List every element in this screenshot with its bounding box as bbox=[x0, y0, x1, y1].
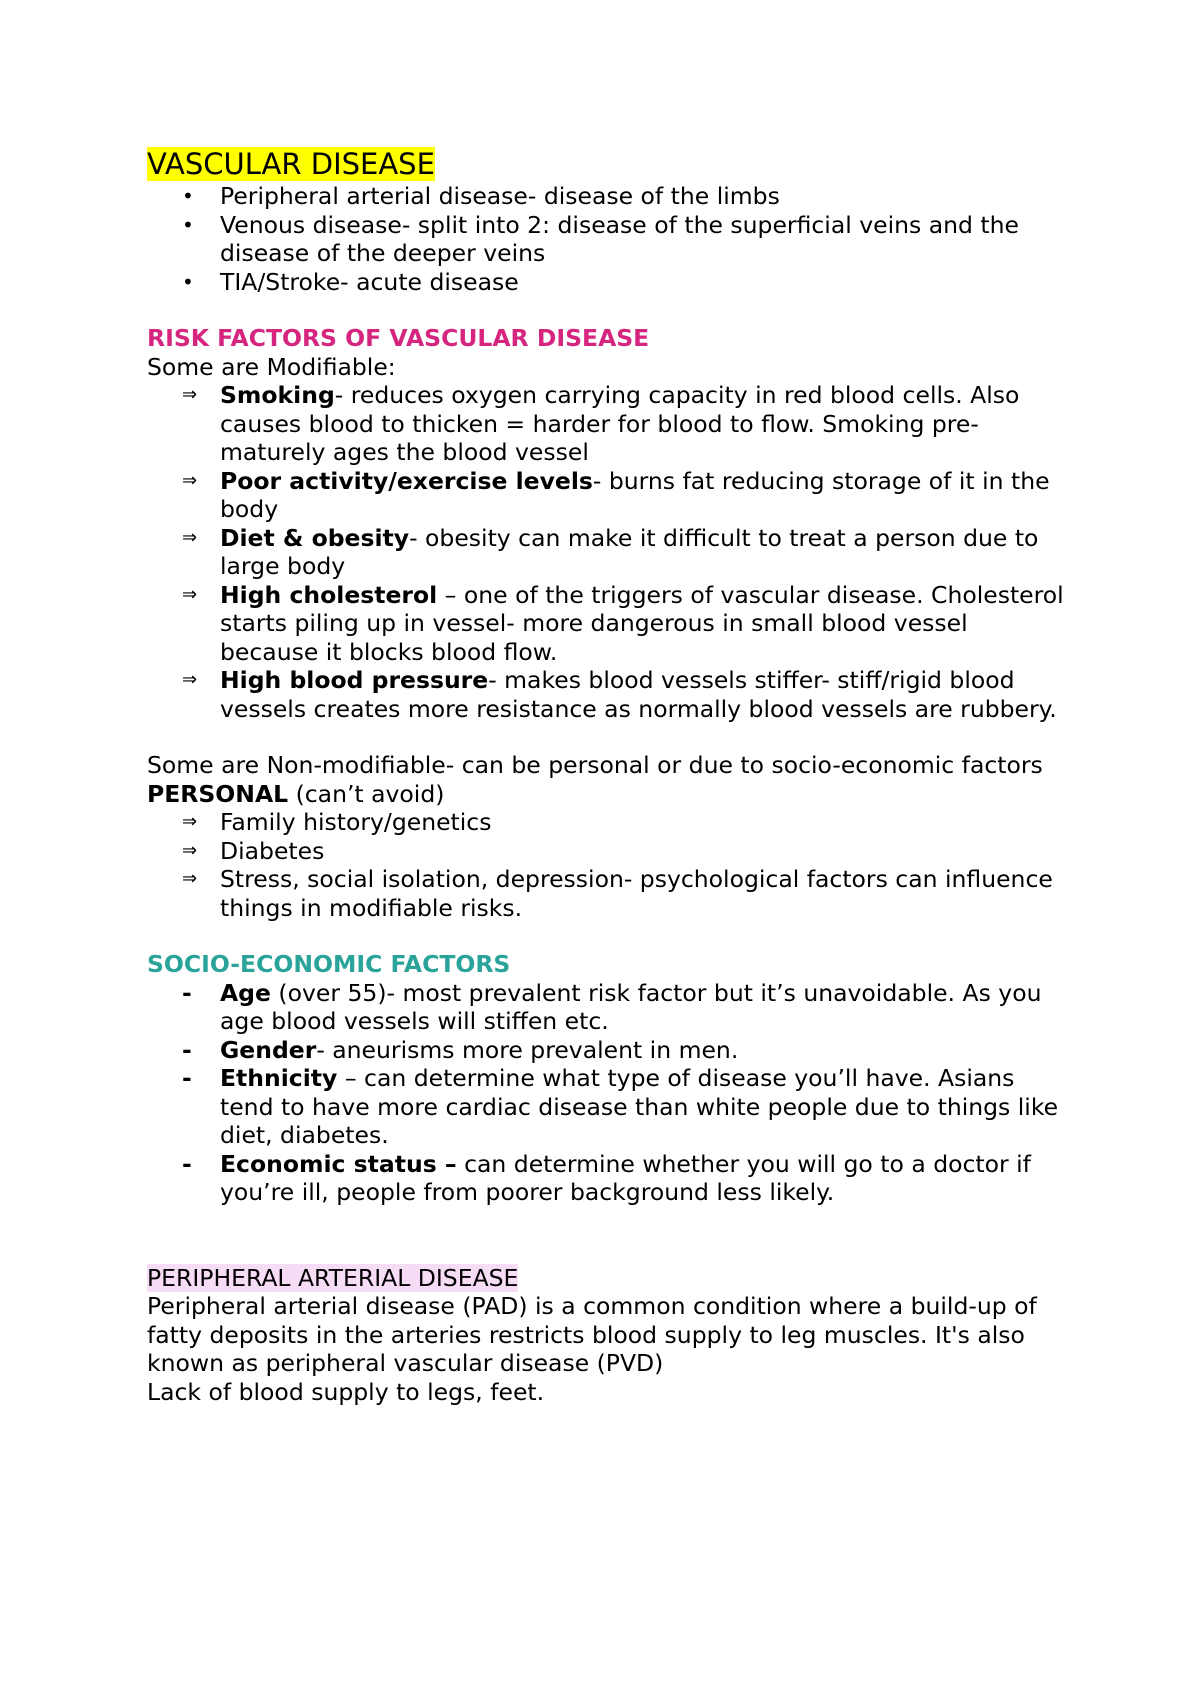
item-text: TIA/Stroke- acute disease bbox=[220, 267, 519, 296]
item-term: High blood pressure bbox=[220, 666, 489, 694]
spacer bbox=[147, 296, 1072, 324]
item-text: Diabetes bbox=[220, 836, 325, 865]
item-term: Diet & obesity bbox=[220, 523, 410, 552]
arrow-marker: ⇒ bbox=[182, 839, 198, 861]
pad-line: Lack of blood supply to legs, feet. bbox=[147, 1377, 545, 1406]
arrow-marker: ⇒ bbox=[182, 868, 198, 889]
spacer bbox=[147, 922, 1072, 950]
personal-heading bbox=[147, 780, 1072, 809]
socio-economic-heading: SOCIO-ECONOMIC FACTORS bbox=[147, 950, 511, 978]
pad-heading bbox=[147, 1264, 1072, 1293]
item-term: Age bbox=[220, 978, 271, 1007]
item-term: Ethnicity bbox=[220, 1064, 338, 1092]
spacer bbox=[147, 1207, 1072, 1264]
list-item bbox=[147, 268, 1072, 297]
item-text: Stress, social isolation, depression- psychological factors can influence things in modifiable risks. bbox=[220, 865, 1053, 922]
personal-label: PERSONAL bbox=[147, 779, 289, 808]
item-text: - reduces oxygen carrying capacity in red blood cells. Also causes blood to thicken = harder for blood to flow. Smoking pre-maturely ages the blood vessel bbox=[220, 381, 1020, 466]
arrow-marker: ⇒ bbox=[182, 669, 198, 690]
list-item bbox=[147, 1150, 1072, 1207]
item-text: can determine whether you will go to a doctor if you’re ill, people from poorer background less likely. bbox=[220, 1149, 1031, 1206]
list-item bbox=[147, 979, 1072, 1036]
item-text: Venous disease- split into 2: disease of the superficial veins and the disease of the deeper veins bbox=[220, 210, 1019, 267]
arrow-marker: ⇒ bbox=[182, 583, 198, 605]
item-text: – can determine what type of disease you’ll have. Asians tend to have more cardiac disease than white people due to things like diet, diabetes. bbox=[220, 1064, 1059, 1149]
nonmodifiable-intro: Some are Non-modifiable- can be personal or due to socio-economic factors bbox=[147, 751, 1043, 779]
dash-marker: - bbox=[182, 1035, 192, 1064]
list-item bbox=[147, 381, 1072, 467]
list-item bbox=[147, 666, 1072, 723]
list-item bbox=[147, 581, 1072, 667]
list-item bbox=[147, 524, 1072, 581]
item-text: - obesity can make it difficult to treat a person due to large body bbox=[220, 523, 1039, 580]
risk-factors-heading: RISK FACTORS OF VASCULAR DISEASE bbox=[147, 324, 650, 352]
item-text: Family history/genetics bbox=[220, 808, 492, 836]
dash-marker: - bbox=[182, 1149, 192, 1178]
bullet-marker: • bbox=[182, 184, 194, 208]
item-term: Poor activity/exercise levels bbox=[220, 466, 593, 495]
item-term: Smoking bbox=[220, 381, 335, 409]
list-item bbox=[147, 467, 1072, 524]
list-item bbox=[147, 808, 1072, 837]
list-item bbox=[147, 1036, 1072, 1065]
item-term: Gender bbox=[220, 1035, 317, 1064]
list-item bbox=[147, 211, 1072, 268]
list-item bbox=[147, 865, 1072, 922]
arrow-marker: ⇒ bbox=[182, 469, 198, 491]
bullet-marker: • bbox=[182, 212, 194, 237]
pad-paragraph: Peripheral arterial disease (PAD) is a common condition where a build-up of fatty deposits in the arteries restricts blood supply to leg muscles. It's also known as peripheral vascular disease (PVD) bbox=[147, 1292, 1037, 1377]
socio-economic-list bbox=[147, 979, 1072, 1207]
personal-note: (can’t avoid) bbox=[288, 779, 445, 808]
modifiable-list bbox=[147, 381, 1072, 723]
spacer bbox=[147, 723, 1072, 751]
arrow-marker: ⇒ bbox=[182, 811, 198, 832]
title-highlight: VASCULAR DISEASE bbox=[147, 147, 435, 181]
bullet-marker: • bbox=[182, 269, 194, 294]
item-text: - makes blood vessels stiffer- stiff/rigid blood vessels creates more resistance as normally blood vessels are rubbery. bbox=[220, 666, 1057, 723]
document-content bbox=[147, 146, 1072, 1406]
item-text: Peripheral arterial disease- disease of the limbs bbox=[220, 182, 780, 210]
list-item bbox=[147, 837, 1072, 866]
intro-bullet-list bbox=[147, 182, 1072, 296]
arrow-marker: ⇒ bbox=[182, 526, 198, 548]
item-term: High cholesterol bbox=[220, 580, 438, 609]
arrow-marker: ⇒ bbox=[182, 384, 198, 405]
dash-marker: - bbox=[182, 978, 192, 1007]
personal-list bbox=[147, 808, 1072, 922]
list-item bbox=[147, 1064, 1072, 1150]
list-item bbox=[147, 182, 1072, 211]
item-text: (over 55)- most prevalent risk factor but it’s unavoidable. As you age blood vessels will stiffen etc. bbox=[220, 978, 1042, 1035]
item-term: Economic status – bbox=[220, 1149, 457, 1178]
item-text: - burns fat reducing storage of it in the body bbox=[220, 466, 1050, 523]
pad-heading-highlight: PERIPHERAL ARTERIAL DISEASE bbox=[147, 1263, 519, 1292]
item-text: – one of the triggers of vascular disease. Cholesterol starts piling up in vessel- more dangerous in small blood vessel because it blocks blood flow. bbox=[220, 580, 1064, 666]
dash-marker: - bbox=[182, 1064, 192, 1092]
page-title bbox=[147, 146, 1072, 182]
item-text: - aneurisms more prevalent in men. bbox=[316, 1035, 739, 1064]
modifiable-intro: Some are Modifiable: bbox=[147, 352, 396, 381]
